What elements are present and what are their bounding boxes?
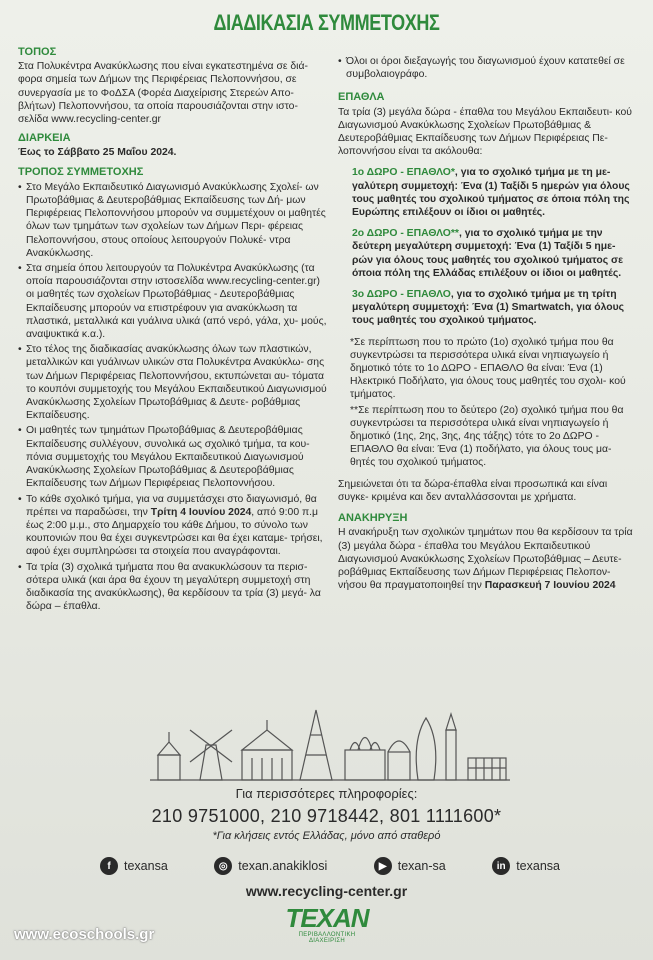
phone-numbers[interactable]: 210 9751000, 210 9718442, 801 1111600* xyxy=(151,806,502,826)
place-text: Στα Πολυκέντρα Ανακύκλωσης που είναι εγκατεστημένα σε διά- φορα σημεία των Δήμων της Περιφέρειας Πελοποννήσου, σε συνεργασία με το ΦοΔΣΑ (Φορέα Διαχείρισης Στερεών Απο- βλήτων) Πελοποννήσου, τα οποία παρουσιάζονται στην ιστο- σελίδα www.recycling-center.gr xyxy=(18,61,308,126)
watermark: www.ecoschools.gr xyxy=(14,926,155,943)
prize-2-text: , για το σχολικό τμήμα με την δεύτερη μεγαλύτερη συμμετοχή: Ένα (1) Ταξίδι 5 ημε- ρών για όλους τους μαθητές του σχολικού τμήματος σε όποια πόλη της Ελλάδας επιλέξουν οι ίδιοι οι μαθητές. xyxy=(352,228,624,279)
landmarks-skyline-illustration xyxy=(150,700,510,782)
prize-2-label: 2ο ΔΩΡΟ - ΕΠΑΘΛΟ** xyxy=(352,228,459,240)
social-instagram[interactable] xyxy=(214,857,327,875)
method-bullet: • Στο τέλος της διαδικασίας ανακύκλωσης όλων των πλαστικών, μεταλλικών και γυάλινων υλικών στα Πολυκέντρα Ανακύκλω- σης των Δήμων Περιφέρειας Πελοποννήσου, εκτυπώνεται αυ- τόματα το κουπόνι συμμετοχής του Μεγάλου Εκπαιδευτικού Διαγωνισμού Ανακύκλωσης Σχολείων Πρωτοβάθμιας & Δευτε- ροβάθμιας Εκπαίδευσης. xyxy=(18,343,328,422)
prize-2 xyxy=(338,227,638,280)
social-facebook[interactable] xyxy=(100,857,168,875)
social-label: texan-sa xyxy=(397,859,446,873)
linkedin-icon: in xyxy=(492,857,510,875)
method-heading: ΤΡΟΠΟΣ ΣΥΜΜΕΤΟΧΗΣ xyxy=(18,165,144,178)
personal-note: Σημειώνεται ότι τα δώρα-έπαθλα είναι προσωπικά και είναι συγκε- κριμένα και δεν ανταλλάσσονται με χρήματα. xyxy=(338,478,608,503)
method-bullet: • Στο Μεγάλο Εκπαιδευτικό Διαγωνισμό Ανακύκλωσης Σχολεί- ων Πρωτοβάθμιας & Δευτεροβάθμιας Εκπαίδευσης των Δή- μων Περιφέρειας Πελοποννήσου μπορούν να συμμετέχουν οι μαθητές όλων των τμημάτων των σχολείων των Δήμων Περι- φέρειας Πελοποννήσου, στους οποίους λειτουργούν Πολυκέ- ντρα Ανακύκλωσης. xyxy=(18,181,328,260)
prize-3-label: 3ο ΔΩΡΟ - ΕΠΑΘΛΟ xyxy=(352,289,451,301)
method-bullet: • Οι μαθητές των τμημάτων Πρωτοβάθμιας & Δευτεροβάθμιας Εκπαίδευσης συλλέγουν, συνολικά ως σχολικό τμήμα, τα κου- πόνια συμμετοχής του Μεγάλου Εκπαιδευτικού Διαγωνισμού Ανακύκλωσης Σχολείων Πρωτοβάθμιας & Δευτεροβάθμιας Εκπαίδευσης των Δήμων Περιφέρειας Πελοποννήσου. xyxy=(18,424,328,490)
social-label: texansa xyxy=(516,859,560,873)
website-link[interactable]: www.recycling-center.gr xyxy=(245,883,408,899)
announce-text xyxy=(338,526,638,592)
social-label: texan.anakiklosi xyxy=(238,859,328,873)
youtube-icon: ▶ xyxy=(374,857,392,875)
announce-date: Παρασκευή 7 Ιουνίου 2024 xyxy=(484,580,616,592)
place-heading: ΤΟΠΟΣ xyxy=(18,46,57,58)
logo-subtitle: ΠΕΡΙΒΑΛΛΟΝΤΙΚΗ ΔΙΑΧΕΙΡΙΣΗ xyxy=(298,932,356,944)
deadline-bullet xyxy=(18,493,328,559)
announce-heading: ΑΝΑΚΗΡΥΞΗ xyxy=(338,512,408,525)
phone-note: *Για κλήσεις εντός Ελλάδας, μόνο από σταθερό xyxy=(212,830,441,842)
prize-1 xyxy=(338,166,638,219)
duration-heading: ΔΙΑΡΚΕΙΑ xyxy=(18,132,71,145)
prizes-heading: ΕΠΑΘΛΑ xyxy=(338,91,385,104)
prize-3 xyxy=(338,288,638,328)
winners-bullet: • Τα τρία (3) σχολικά τμήματα που θα ανακυκλώσουν τα περισ- σότερα υλικά (και άρα θα έχουν τη μεγαλύτερη συμμετοχή στη διαδικασία της ανακύκλωσης), θα κερδίσουν τα τρία (3) μεγά- λα δώρα – έπαθλα. xyxy=(18,561,328,614)
deadline-post: , από 9:00 π.μ έως 2:00 μ.μ., στο Δημαρχείο του κάθε Δήμου, το σύνολο των κουπονιών που θα έχει συγκεντρώσει και θα έχει καταμε- τρήσει, αφού έχει συμπληρώσει τα στοιχεία που αναγράφονται. xyxy=(26,506,323,558)
more-info-label: Για περισσότερες πληροφορίες: xyxy=(235,786,418,801)
facebook-icon: f xyxy=(100,857,118,875)
deadline-date: Τρίτη 4 Ιουνίου 2024 xyxy=(150,506,252,518)
social-label: texansa xyxy=(124,859,168,873)
right-column xyxy=(338,53,638,592)
duration-text: Έως το Σάββατο 25 Μαΐου 2024. xyxy=(18,147,177,159)
announce-pre: Η ανακήρυξη των σχολικών τμημάτων που θα κερδίσουν τα τρία (3) μεγάλα δώρα - έπαθλα του Μεγάλου Εκπαιδευτικού Διαγωνισμού Ανακύκλωσης Σχολείων Πρωτοβάθμιας – Δευτε- ροβάθμιας Εκπαίδευσης των Δήμων Περιφέρειας Πελοπον- νήσου θα πραγματοποιηθεί την xyxy=(338,527,633,592)
social-linkedin[interactable] xyxy=(492,857,560,875)
method-bullet: • Στα σημεία όπου λειτουργούν τα Πολυκέντρα Ανακύκλωσης (τα οποία παρουσιάζονται στην ιστοσελίδα www.recycling-center.gr) οι μαθητές των σχολείων Πρωτοβάθμιας - Δευτεροβάθμιας Εκπαίδευσης μπορούν να επιστρέφουν για ανακύκλωση τα πλαστικά, μεταλλικά και γυάλινα υλικά (από νερό, γάλα, χυ- μούς, αναψυκτικά κ.α.). xyxy=(18,262,328,341)
page-title: ΔΙΑΔΙΚΑΣΙΑ ΣΥΜΜΕΤΟΧΗΣ xyxy=(213,10,440,35)
prize-1-text: , για το σχολικό τμήμα με τη με- γαλύτερη συμμετοχή: Ένα (1) Ταξίδι 5 ημερών για όλους τους μαθητές του σχολικού τμήματος σε όποια πόλη της Ευρώπης επιλέξουν οι ίδιοι οι μαθητές. xyxy=(352,167,630,219)
social-youtube[interactable] xyxy=(374,857,446,875)
logo-wordmark: ΤΕΧΑΝ xyxy=(285,903,369,933)
texan-logo xyxy=(280,904,374,954)
prize-note-1: *Σε περίπτωση που το πρώτο (1ο) σχολικό τμήμα που θα συγκεντρώσει τα περισσότερα υλικά είναι νηπιαγωγείο ή δημοτικό τότε το 1ο ΔΩΡΟ - ΕΠΑΘΛΟ θα είναι: Ένα (1) Ηλεκτρικό Ποδήλατο, για όλους τους μαθητές του σχολι- κού τμήματος. xyxy=(350,336,626,401)
prize-1-label: 1ο ΔΩΡΟ - ΕΠΑΘΛΟ* xyxy=(352,167,455,179)
prize-3-text: , για το σχολικό τμήμα με τη τρίτη μεγαλύτερη συμμετοχή: Ένα (1) Smartwatch, για όλους τους μαθητές του σχολικού τμήματος. xyxy=(352,289,625,327)
instagram-icon: ◎ xyxy=(214,857,232,875)
deadline-pre: Το κάθε σχολικό τμήμα, για να συμμετάσχει στο διαγωνισμό, θα πρέπει να παραδώσει, την xyxy=(26,493,317,518)
social-links xyxy=(100,855,560,877)
left-column xyxy=(18,46,328,613)
prize-note-2: **Σε περίπτωση που το δεύτερο (2ο) σχολικό τμήμα που θα συγκεντρώσει τα περισσότερα υλικά είναι νηπιαγωγείο ή δημοτικό (1ης, 2ης, 3ης, 4ης τάξης) τότε το 2ο ΔΩΡΟ - ΕΠΑΘΛΟ θα είναι: Ένα (1) ποδήλατο, για όλους τους μα- θητές του σχολικού τμήματος. xyxy=(350,404,624,469)
terms-bullet: • Όλοι οι όροι διεξαγωγής του διαγωνισμού έχουν κατατεθεί σε συμβολαιογράφο. xyxy=(338,55,638,81)
prizes-intro: Τα τρία (3) μεγάλα δώρα - έπαθλα του Μεγάλου Εκπαιδευτι- κού Διαγωνισμού Ανακύκλωσης Σχολείων Πρωτοβάθμιας & Δευτεροβάθμιας Εκπαίδευσης των Δήμων Περιφέρειας Πε- λοποννήσου είναι τα ακόλουθα: xyxy=(338,106,632,158)
